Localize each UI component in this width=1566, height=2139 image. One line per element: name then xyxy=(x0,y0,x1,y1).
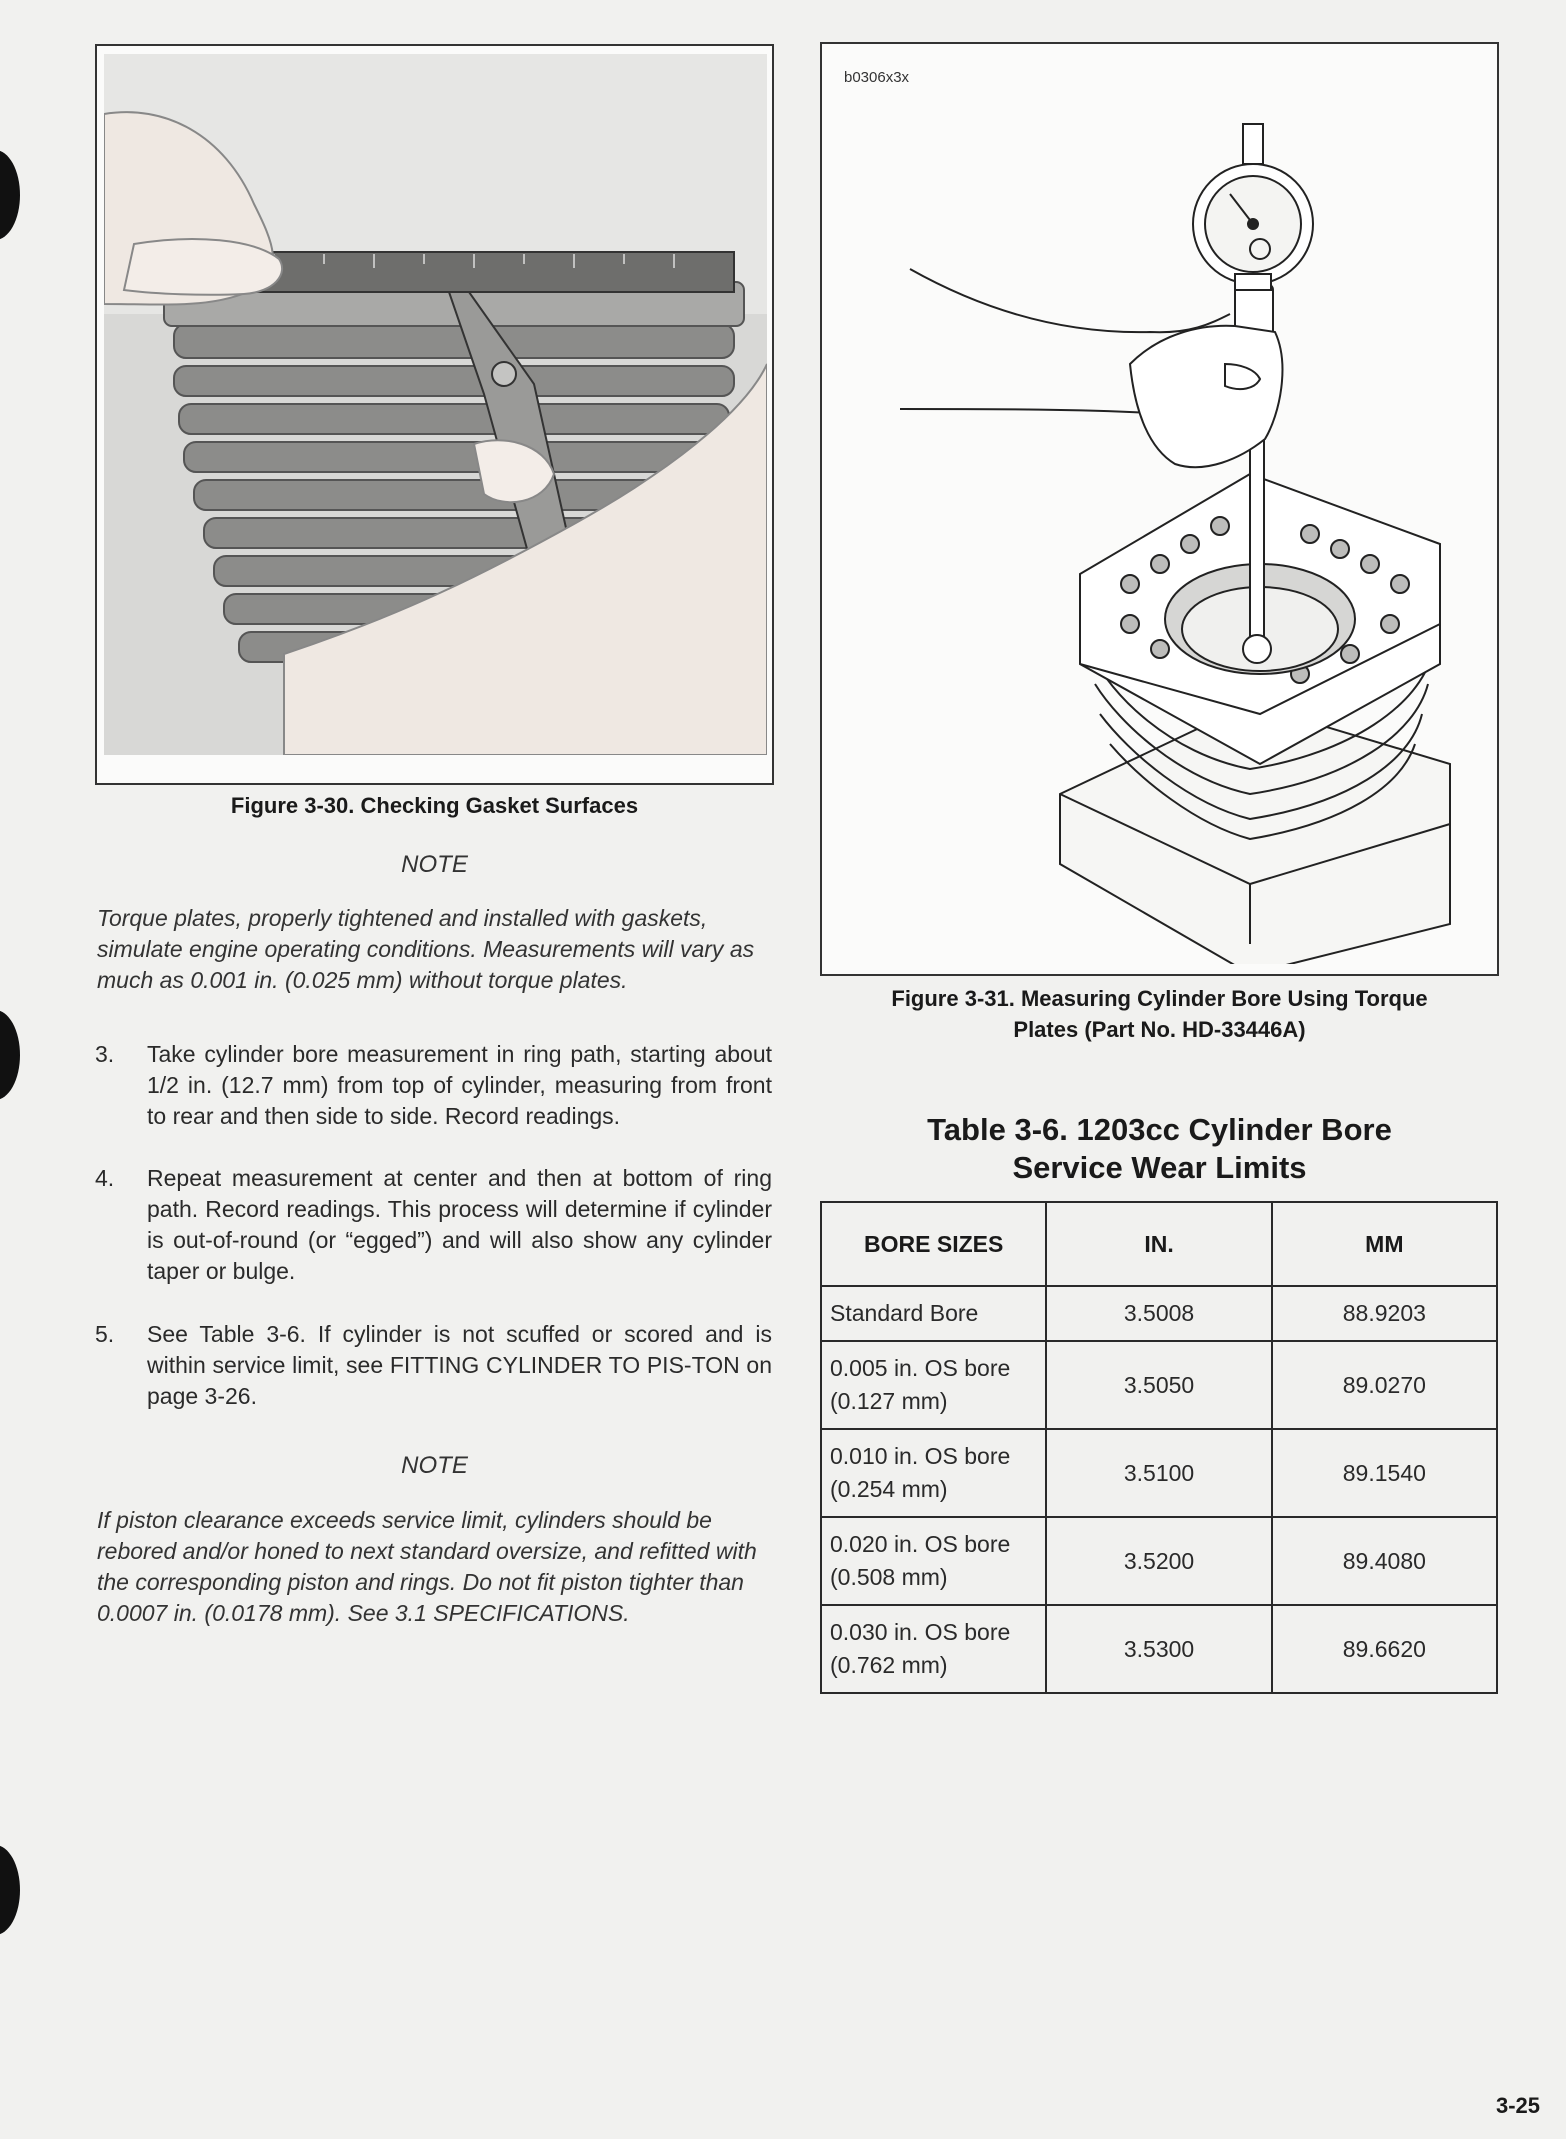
figure-30-frame xyxy=(95,44,774,785)
mm-cell: 89.4080 xyxy=(1272,1517,1497,1605)
bore-size-cell xyxy=(821,1605,1046,1693)
binder-hole-top xyxy=(0,150,20,240)
table-row xyxy=(821,1517,1497,1605)
page-number: 3-25 xyxy=(1495,2093,1540,2118)
table-title-line-2: Service Wear Limits xyxy=(1012,1150,1307,1185)
bore-size-line-2: (0.127 mm) xyxy=(830,1388,948,1414)
note-2-text: If piston clearance exceeds service limit, cylinders should be rebored and/or honed to next standard oversize, and refitted with the corresponding piston and rings. Do not fit piston tighter than 0.0007 in. (0.0178 mm). See 3.1 SPECIFICATIONS. xyxy=(97,1507,757,1626)
figure-31-caption-line-1: Figure 3-31. Measuring Cylinder Bore Using Torque xyxy=(891,986,1428,1011)
figure-31-caption-line-2: Plates (Part No. HD-33446A) xyxy=(1013,1017,1306,1042)
arm xyxy=(910,269,1230,332)
figure-30-photo xyxy=(104,54,767,755)
table-row xyxy=(821,1341,1497,1429)
in-cell: 3.5200 xyxy=(1046,1517,1271,1605)
header-bore-sizes: BORE SIZES xyxy=(821,1202,1046,1286)
figure-31-caption xyxy=(820,983,1499,1045)
header-mm: MM xyxy=(1272,1202,1497,1286)
note-1-text: Torque plates, properly tightened and installed with gaskets, simulate engine operating conditions. Measurements will vary as much as 0.001 in. (0.025 mm) without torque plates. xyxy=(97,905,755,993)
step-5-text: See Table 3-6. If cylinder is not scuffed or scored and is within service limit, see FITTING CYLINDER TO PIS-TON on page 3-26. xyxy=(147,1321,772,1409)
bore-size-line-1: 0.005 in. OS bore xyxy=(830,1355,1011,1381)
step-5-number: 5. xyxy=(95,1321,115,1347)
in-cell: 3.5008 xyxy=(1046,1286,1271,1341)
table-title-line-1: Table 3-6. 1203cc Cylinder Bore xyxy=(927,1112,1392,1147)
table-3-6-title xyxy=(822,1111,1497,1187)
figure-31-frame xyxy=(820,42,1499,976)
bore-size-cell xyxy=(821,1341,1046,1429)
bore-wear-limits-table xyxy=(820,1201,1498,1694)
step-4-text: Repeat measurement at center and then at bottom of ring path. Record readings. This process will determine if cylinder is out-of-round (or “egged”) and will also show any cylinder taper or bulge. xyxy=(147,1165,772,1284)
table-header-row xyxy=(821,1202,1497,1286)
table-row xyxy=(821,1286,1497,1341)
step-3 xyxy=(95,1039,775,1139)
table-row xyxy=(821,1605,1497,1693)
bore-size-line-1: 0.030 in. OS bore xyxy=(830,1619,1011,1645)
figure-31-illustration xyxy=(830,64,1490,964)
binder-hole-bottom xyxy=(0,1845,20,1935)
step-3-text: Take cylinder bore measurement in ring path, starting about 1/2 in. (12.7 mm) from top of cylinder, measuring from front to rear and then side to side. Record readings. xyxy=(147,1041,772,1129)
mm-cell: 89.6620 xyxy=(1272,1605,1497,1693)
in-cell: 3.5300 xyxy=(1046,1605,1271,1693)
in-cell: 3.5050 xyxy=(1046,1341,1271,1429)
step-5 xyxy=(95,1319,775,1419)
mm-cell: 89.1540 xyxy=(1272,1429,1497,1517)
step-3-number: 3. xyxy=(95,1041,115,1067)
step-4-number: 4. xyxy=(95,1165,115,1191)
table-row xyxy=(821,1429,1497,1517)
bore-size-line-2: (0.254 mm) xyxy=(830,1476,948,1502)
header-in: IN. xyxy=(1046,1202,1271,1286)
figure-31-id: b0306x3x xyxy=(844,69,910,86)
bore-size-line-1: Standard Bore xyxy=(830,1300,979,1326)
bore-size-line-2: (0.762 mm) xyxy=(830,1652,948,1678)
step-4 xyxy=(95,1163,775,1293)
bore-size-cell xyxy=(821,1286,1046,1341)
bore-size-line-2: (0.508 mm) xyxy=(830,1564,948,1590)
mm-cell: 88.9203 xyxy=(1272,1286,1497,1341)
binder-hole-middle xyxy=(0,1010,20,1100)
note-1-heading: NOTE xyxy=(401,851,468,878)
mm-cell: 89.0270 xyxy=(1272,1341,1497,1429)
bore-size-cell xyxy=(821,1429,1046,1517)
in-cell: 3.5100 xyxy=(1046,1429,1271,1517)
figure-30-caption: Figure 3-30. Checking Gasket Surfaces xyxy=(230,793,639,818)
bore-size-cell xyxy=(821,1517,1046,1605)
bore-size-line-1: 0.020 in. OS bore xyxy=(830,1531,1011,1557)
bore-size-line-1: 0.010 in. OS bore xyxy=(830,1443,1011,1469)
note-2-heading: NOTE xyxy=(401,1452,468,1479)
